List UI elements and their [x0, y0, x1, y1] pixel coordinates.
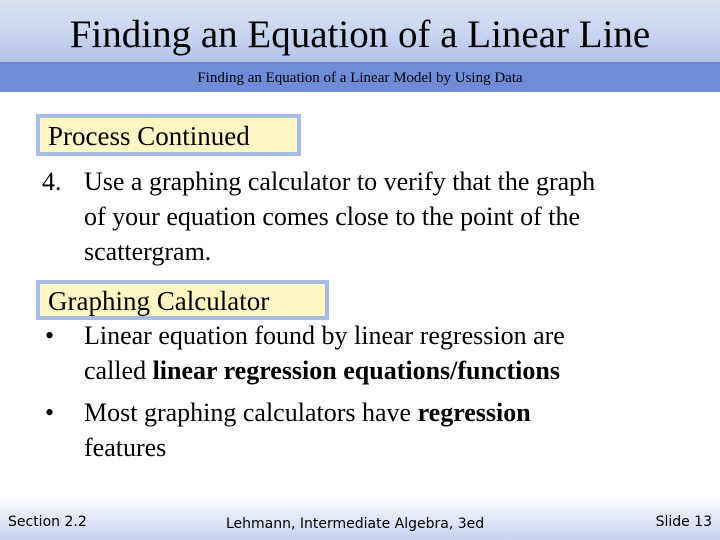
slide-footer [0, 496, 720, 540]
subtitle-band [0, 62, 720, 92]
slide-title: Finding an Equation of a Linear Line [69, 13, 651, 56]
process-continued-label: Process Continued [36, 114, 301, 156]
bullet-2-term: regression [417, 398, 531, 427]
bullet-1-line-2 [84, 353, 560, 389]
bullet-1-line-2-text: called [84, 356, 153, 385]
bullet-1-term: linear regression equations/functions [152, 356, 560, 385]
slide-subtitle: Finding an Equation of a Linear Model by Using Data [197, 70, 523, 86]
bullet-2-line-1 [84, 395, 531, 431]
footer-book: Lehmann, Intermediate Algebra, 3ed [226, 516, 485, 532]
footer-slide-number: Slide 13 [655, 514, 712, 530]
bullet-2-line-1-text: Most graphing calculators have [84, 398, 418, 427]
item-number: 4. [42, 167, 62, 196]
item-line-3: scattergram. [84, 237, 212, 266]
footer-section: Section 2.2 [8, 514, 87, 530]
bullet-1-line-1: Linear equation found by linear regression are [84, 321, 565, 350]
bullet-1-glyph: • [45, 321, 55, 350]
bullet-2-line-2: features [84, 433, 167, 462]
item-line-2: of your equation comes close to the point of the [84, 202, 581, 231]
slide-header [0, 0, 720, 62]
bullet-2-glyph: • [45, 398, 55, 427]
item-line-1: Use a graphing calculator to verify that the graph [84, 167, 596, 196]
graphing-calculator-label: Graphing Calculator [36, 280, 329, 320]
